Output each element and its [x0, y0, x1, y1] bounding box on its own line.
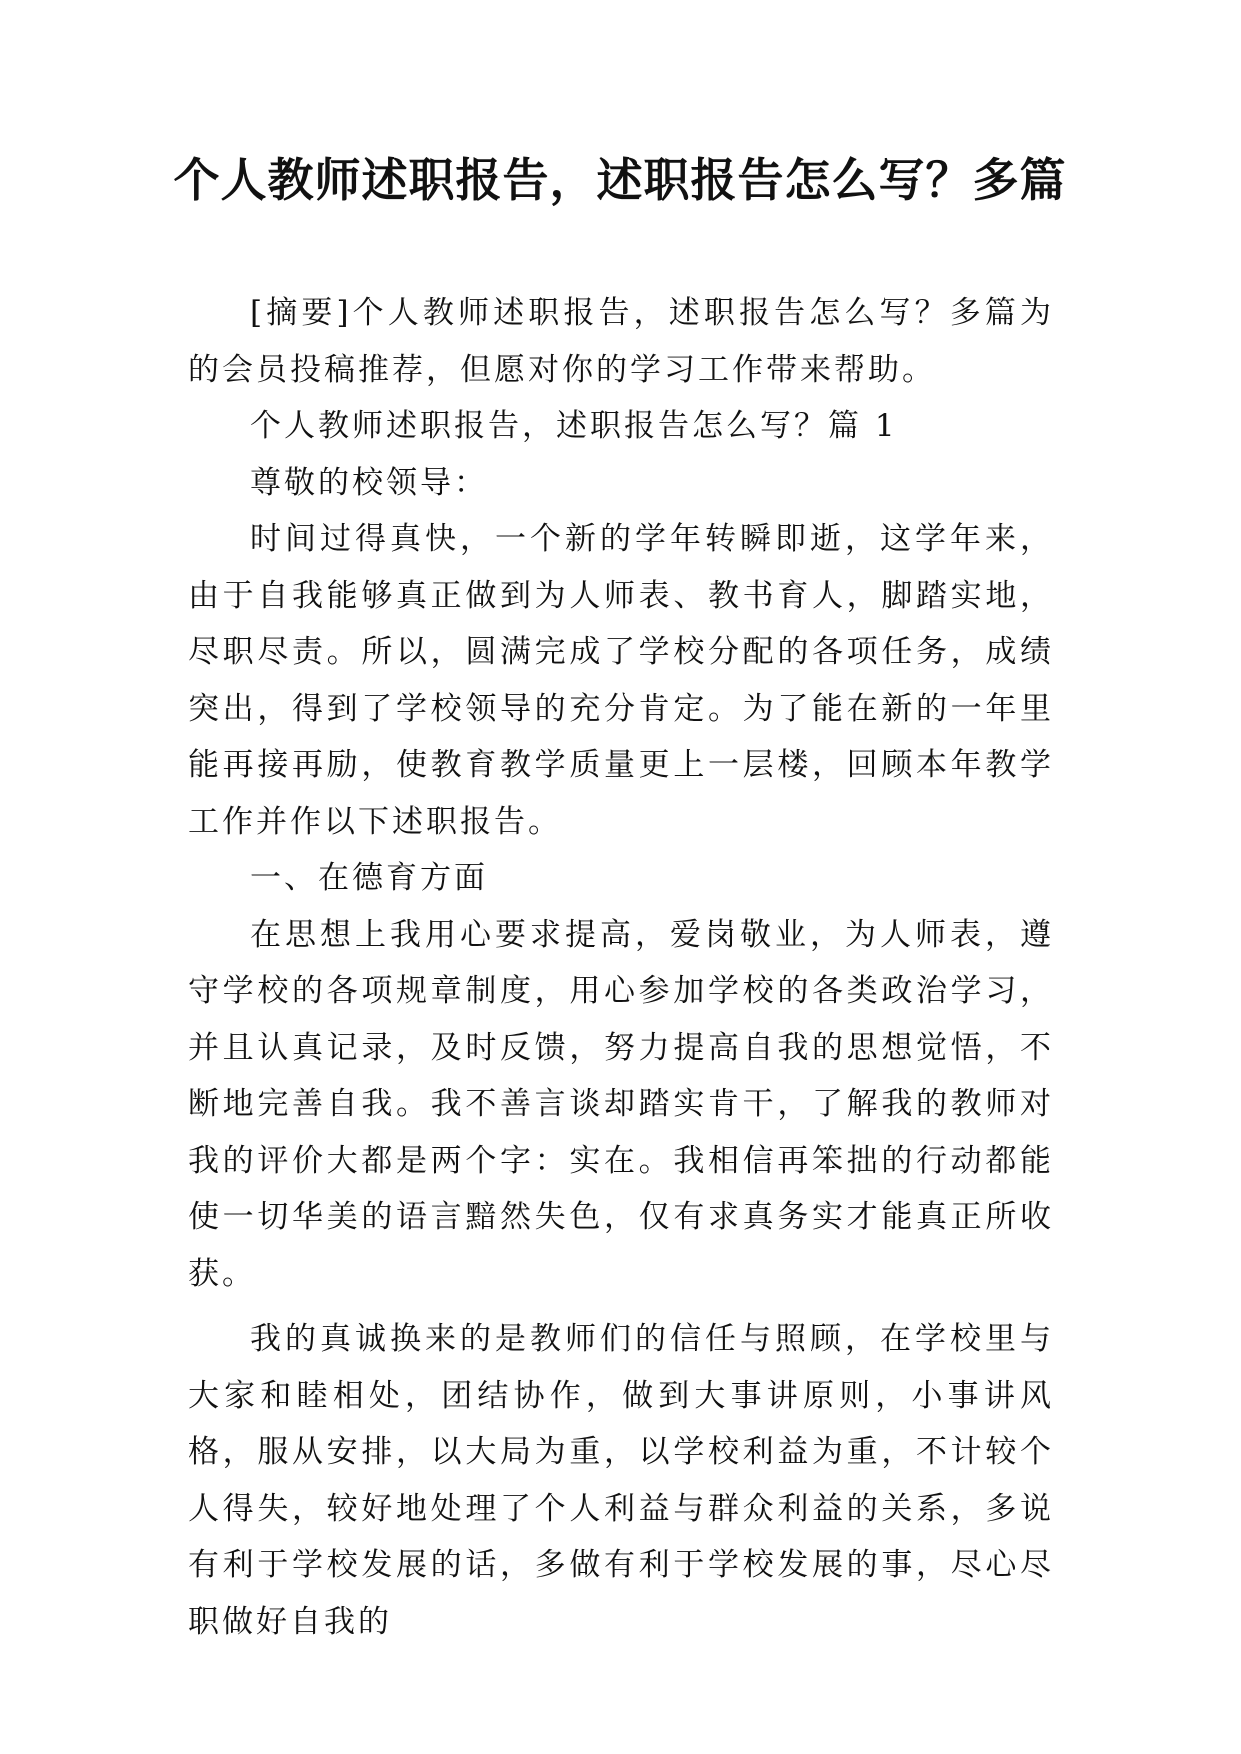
document-title: 个人教师述职报告，述职报告怎么写？多篇: [173, 153, 1067, 207]
abstract-paragraph: [摘要]个人教师述职报告，述职报告怎么写？多篇为的会员投稿推荐，但愿对你的学习工作带来帮助。: [188, 295, 1054, 388]
body-paragraph: 时间过得真快，一个新的学年转瞬即逝，这学年来，由于自我能够真正做到为人师表、教书育人，脚踏实地，尽职尽责。所以，圆满完成了学校分配的各项任务，成绩突出，得到了学校领导的充分肯定。为了能在新的一年里能再接再励，使教育教学质量更上一层楼，回顾本年教学工作并作以下述职报告。: [188, 521, 1054, 840]
section-heading-moral-education: 一、在德育方面: [250, 860, 488, 896]
body-paragraph: 我的真诚换来的是教师们的信任与照顾，在学校里与大家和睦相处，团结协作，做到大事讲原则，小事讲风格，服从安排，以大局为重，以学校利益为重，不计较个人得失，较好地处理了个人利益与群众利益的关系，多说有利于学校发展的话，多做有利于学校发展的事，尽心尽职做好自我的: [188, 1321, 1054, 1640]
document-body: [188, 285, 1054, 1650]
body-paragraph: 在思想上我用心要求提高，爱岗敬业，为人师表，遵守学校的各项规章制度，用心参加学校的各类政治学习，并且认真记录，及时反馈，努力提高自我的思想觉悟，不断地完善自我。我不善言谈却踏实肯干，了解我的教师对我的评价大都是两个字：实在。我相信再笨拙的行动都能使一切华美的语言黯然失色，仅有求真务实才能真正所收获。: [188, 916, 1054, 1292]
salutation: 尊敬的校领导：: [250, 464, 488, 501]
section-heading-part-1: 个人教师述职报告，述职报告怎么写？篇 1: [250, 408, 898, 444]
